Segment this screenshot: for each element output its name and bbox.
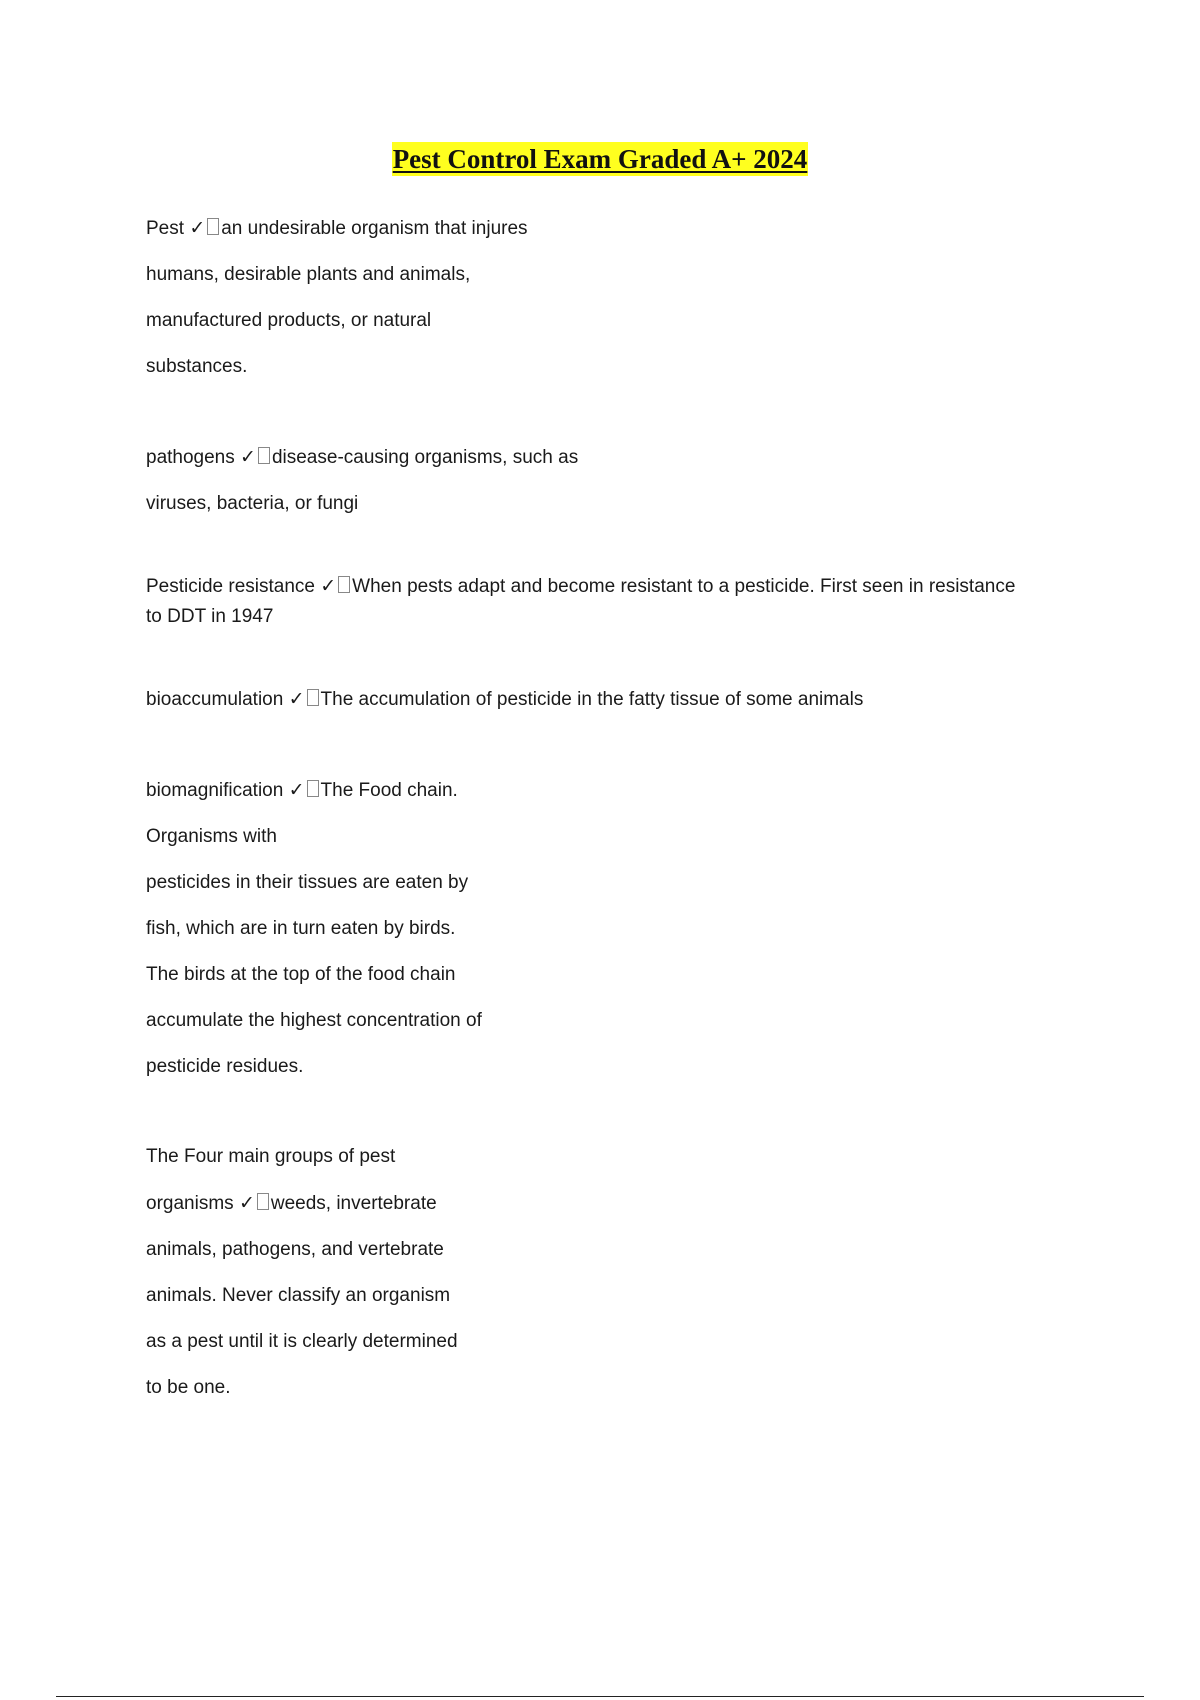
entry-definition-line: The accumulation of pesticide in the fatty tissue of some animals — [320, 689, 864, 710]
flashcard-entry-pest — [146, 205, 1086, 390]
entry-definition-line: weeds, invertebrate — [270, 1193, 437, 1214]
document-title: Pest Control Exam Graded A+ 2024 — [392, 144, 808, 174]
missing-glyph-box-icon — [307, 780, 319, 797]
entry-term: pathogens — [146, 447, 235, 468]
title-container — [0, 142, 1200, 176]
missing-glyph-box-icon — [338, 576, 350, 593]
entry-definition-line: to be one. — [146, 1377, 231, 1398]
entry-first-line — [146, 1180, 1086, 1227]
entry-term: Pesticide resistance — [146, 576, 315, 597]
page-bottom-divider — [56, 1696, 1144, 1697]
check-mark-icon: ✓ — [320, 575, 337, 597]
entry-definition-line: animals. Never classify an organism — [146, 1285, 451, 1306]
entry-first-line — [146, 676, 1086, 723]
entry-term: biomagnification — [146, 780, 284, 801]
entry-definition-line: Organisms with — [146, 826, 277, 847]
entry-definition-line: an undesirable organism that injures — [221, 218, 528, 239]
document-content — [146, 205, 1086, 1411]
entry-definition-line: viruses, bacteria, or fungi — [146, 493, 359, 514]
entry-definition-line: The Food chain. — [320, 780, 458, 801]
entry-term-line: The Four main groups of pest — [146, 1146, 396, 1167]
entry-term: bioaccumulation — [146, 689, 284, 710]
check-mark-icon: ✓ — [288, 779, 305, 801]
entry-first-line — [146, 571, 1086, 602]
entry-definition-line: as a pest until it is clearly determined — [146, 1331, 458, 1352]
entry-term: Pest — [146, 218, 185, 239]
entry-first-line — [146, 434, 1086, 481]
entry-definition-line: pesticide residues. — [146, 1056, 304, 1077]
entry-first-line — [146, 767, 1086, 814]
missing-glyph-box-icon — [258, 447, 270, 464]
check-mark-icon: ✓ — [189, 217, 206, 239]
entry-definition-line: humans, desirable plants and animals, — [146, 264, 471, 285]
entry-definition-line: When pests adapt and become resistant to a pesticide. First seen in resistance — [352, 576, 1016, 597]
missing-glyph-box-icon — [207, 218, 219, 235]
flashcard-entry-pesticide-resistance — [146, 571, 1086, 632]
flashcard-entry-pathogens — [146, 434, 1086, 527]
entry-definition-line: The birds at the top of the food chain — [146, 964, 456, 985]
entry-first-line — [146, 205, 1086, 252]
entry-definition-line: disease-causing organisms, such as — [271, 447, 579, 468]
entry-term: organisms — [146, 1193, 234, 1214]
entry-definition-line: manufactured products, or natural — [146, 310, 432, 331]
flashcard-entry-biomagnification — [146, 767, 1086, 1090]
missing-glyph-box-icon — [307, 689, 319, 706]
flashcard-entry-bioaccumulation — [146, 676, 1086, 723]
entry-definition-line: animals, pathogens, and vertebrate — [146, 1239, 444, 1260]
entry-definition-line: to DDT in 1947 — [146, 606, 274, 627]
entry-definition-line: pesticides in their tissues are eaten by — [146, 872, 469, 893]
entry-definition-line: substances. — [146, 356, 248, 377]
flashcard-entry-four-main-groups — [146, 1134, 1086, 1411]
check-mark-icon: ✓ — [288, 688, 305, 710]
entry-definition-line: accumulate the highest concentration of — [146, 1010, 482, 1031]
entry-definition-line: fish, which are in turn eaten by birds. — [146, 918, 456, 939]
check-mark-icon: ✓ — [240, 446, 256, 468]
check-mark-icon: ✓ — [238, 1192, 255, 1214]
missing-glyph-box-icon — [257, 1193, 269, 1210]
